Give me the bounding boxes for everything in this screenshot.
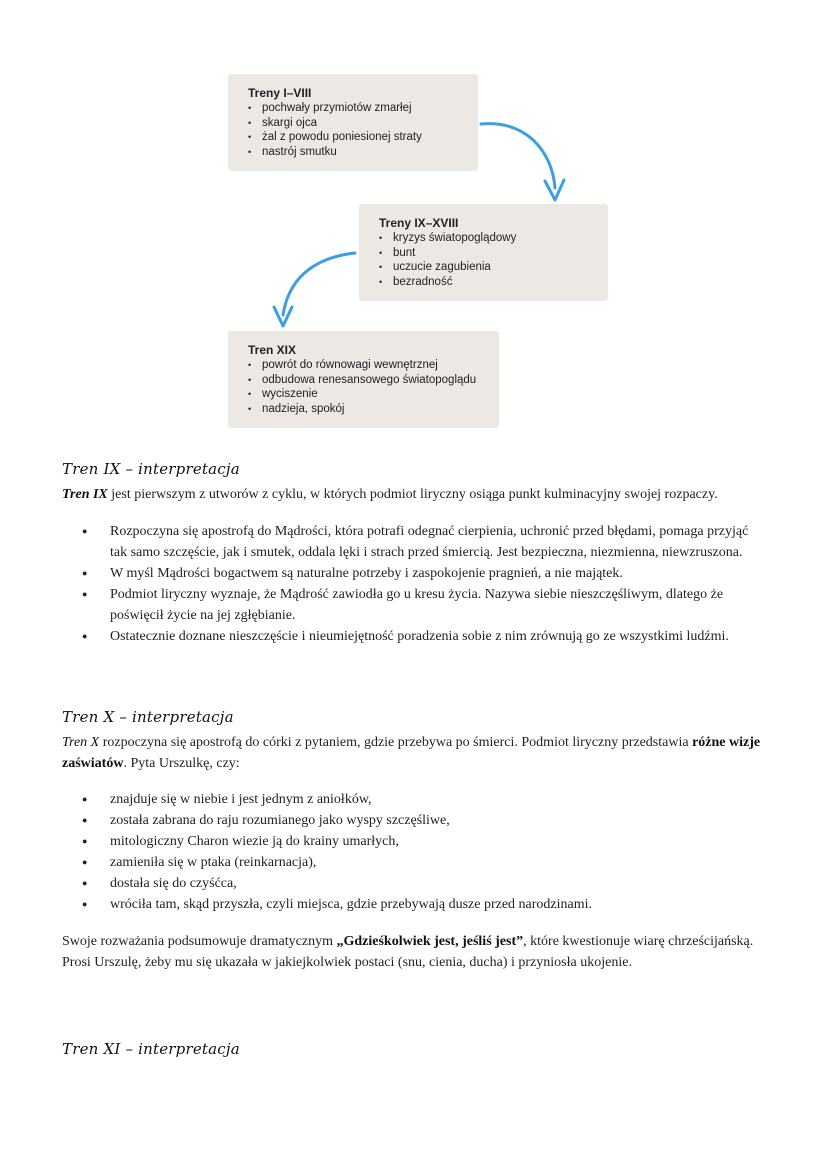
arrowhead-icon [274,307,292,326]
box-title: Treny IX–XVIII [379,216,459,230]
box-list [248,101,468,159]
list-item: • pochwały przymiotów zmarłej [248,101,468,116]
list-item: • żal z powodu poniesionej straty [248,130,468,145]
list-item: • bunt [379,246,598,261]
diagram-box-treny-9-18 [359,204,608,301]
list-item: • powrót do równowagi wewnętrznej [248,358,489,373]
list-item: • nastrój smutku [248,145,468,160]
tren-10-intro-end: . Pyta Urszulkę, czy: [123,756,240,771]
list-item: ● znajduje się w niebie i jest jednym z aniołków, [62,789,762,810]
curved-arrow-icon [283,253,355,315]
tren-10-title: Tren X [62,735,100,750]
list-item: ● wróciła tam, skąd przyszła, czyli miejsca, gdzie przebywają dusze przed narodzinami. [62,894,762,915]
section-heading-tren-10: Tren X – interpretacja [62,708,234,726]
tren-10-summary-end: , które kwestionuje wiarę chrześcijańską. Prosi Urszulę, żeby mu się ukazała w jakiejkolwiek postaci (snu, cienia, ducha) i przyniosła ukojenie. [62,934,754,970]
list-item: • bezradność [379,275,598,290]
list-item: ● Rozpoczyna się apostrofą do Mądrości, która potrafi odegnać cierpienia, uchronić przed błędami, pomaga przyjąć tak samo szczęście, jak i smutek, oddala lęki i strach przed śmiercią. Jest bezpieczna, niezmienna, niewzruszona. [62,521,762,563]
box-list [248,358,489,416]
list-item: ● została zabrana do raju rozumianego jako wyspy szczęśliwe, [62,810,762,831]
tren-10-intro [62,732,782,774]
list-item: ● dostała się do czyśćca, [62,873,762,894]
tren-9-title: Tren IX [62,487,108,502]
section-heading-tren-11: Tren XI – interpretacja [62,1040,240,1058]
list-item: ● Ostatecznie doznane nieszczęście i nieumiejętność poradzenia sobie z nim zrównują go ze wszystkimi ludźmi. [62,626,762,647]
tren-9-intro-text: jest pierwszym z utworów z cyklu, w których podmiot liryczny osiąga punkt kulminacyjny swojej rozpaczy. [107,487,718,502]
tren-10-quote: „Gdzieśkolwiek jest, jeśliś jest” [336,934,524,949]
tren-10-summary [62,931,782,973]
list-item: ● mitologiczny Charon wiezie ją do krainy umarłych, [62,831,762,852]
list-item: • uczucie zagubienia [379,260,598,275]
list-item: ● W myśl Mądrości bogactwem są naturalne potrzeby i zaspokojenie pragnień, a nie majątek. [62,563,762,584]
diagram-box-treny-1-8 [228,74,478,171]
list-item: • wyciszenie [248,387,489,402]
tren-9-bullets [62,521,762,647]
tren-10-bullets [62,789,762,915]
tren-10-summary-text: Swoje rozważania podsumowuje dramatycznym [62,934,337,949]
tren-10-intro-text: rozpoczyna się apostrofą do córki z pytaniem, gdzie przebywa po śmierci. Podmiot liryczny przedstawia [99,735,693,750]
tren-9-intro [62,484,782,505]
list-item: • kryzys światopoglądowy [379,231,598,246]
diagram-box-tren-19 [228,331,499,428]
box-list [379,231,598,289]
box-title: Tren XIX [248,343,297,357]
list-item: • skargi ojca [248,116,468,131]
list-item: ● zamieniła się w ptaka (reinkarnacja), [62,852,762,873]
arrowhead-icon [545,180,564,200]
curved-arrow-icon [481,124,555,188]
list-item: • nadzieja, spokój [248,402,489,417]
list-item: ● Podmiot liryczny wyznaje, że Mądrość zawiodła go u kresu życia. Nazywa siebie nieszczęśliwym, dlatego że poświęcił życie na jej zgłębianie. [62,584,762,626]
list-item: • odbudowa renesansowego światopoglądu [248,373,489,388]
box-title: Treny I–VIII [248,86,312,100]
section-heading-tren-9: Tren IX – interpretacja [62,460,240,478]
tren-10-bold-phrase: różne wizje zaświatów [62,735,761,771]
